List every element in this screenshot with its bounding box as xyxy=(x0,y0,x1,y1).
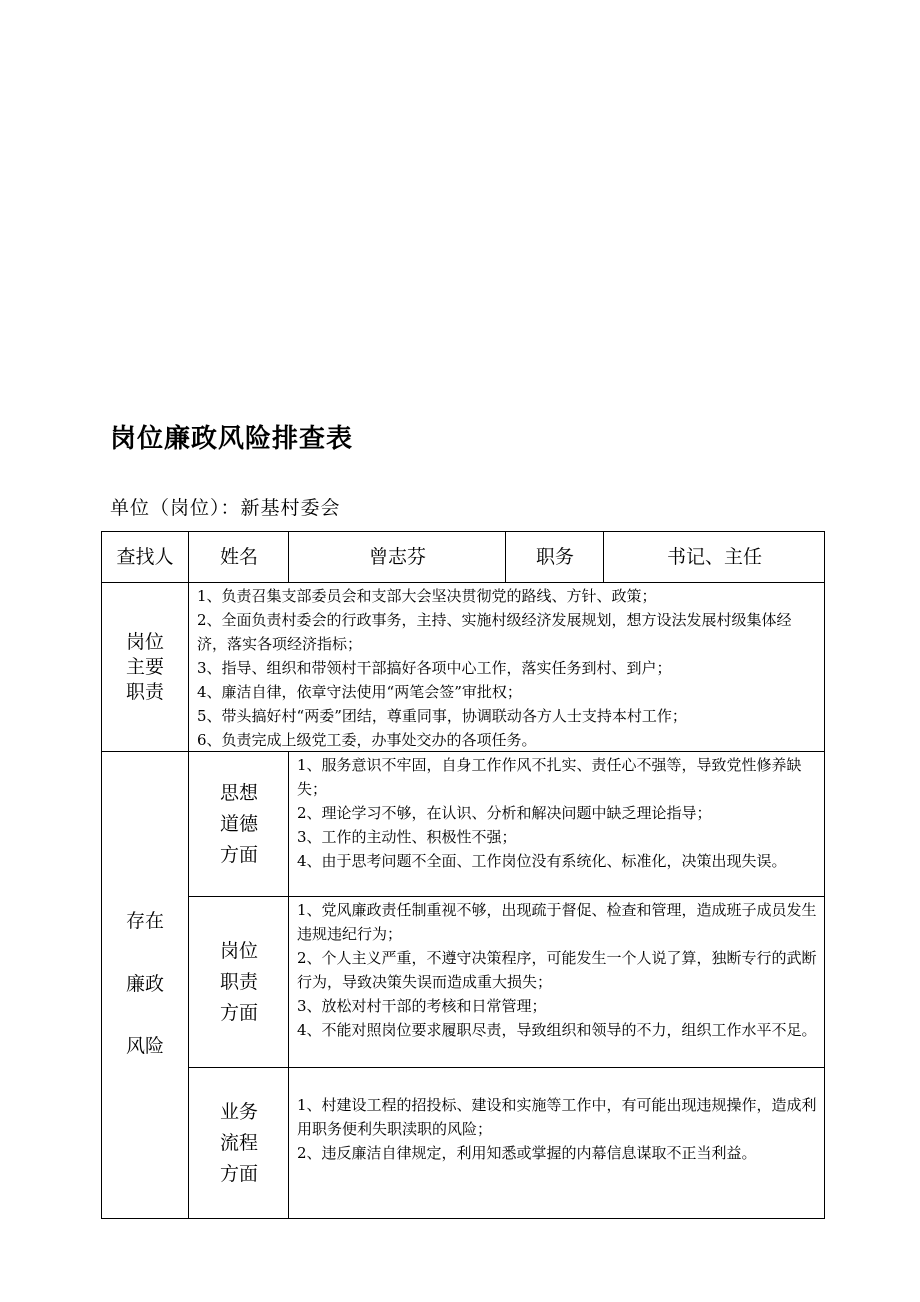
table-border-right xyxy=(824,531,825,1219)
finder-label: 查找人 xyxy=(116,545,174,568)
section-label-line: 方面 xyxy=(219,843,258,866)
risk-item: 3、工作的主动性、积极性不强； xyxy=(297,828,517,846)
duties-label-line: 主要 xyxy=(125,655,164,678)
risk-item: 1、党风廉政责任制重视不够，出现疏于督促、检查和管理，造成班子成员发生违规违纪行为； xyxy=(297,901,817,943)
duties-label xyxy=(101,583,189,751)
position-value: 书记、主任 xyxy=(666,545,762,568)
section-label-line: 思想 xyxy=(219,781,258,804)
duties-list xyxy=(197,584,821,752)
duty-item: 1、负责召集支部委员会和支部大会坚决贯彻党的路线、方针、政策； xyxy=(197,587,657,605)
section-label-line: 方面 xyxy=(219,1001,258,1024)
risk-table xyxy=(101,531,825,1219)
section-label-line: 方面 xyxy=(219,1162,258,1185)
name-label: 姓名 xyxy=(219,545,258,568)
duties-label-line: 职责 xyxy=(125,680,164,703)
section-items-process xyxy=(297,1093,821,1165)
section-label-process xyxy=(189,1068,289,1218)
risk-item: 4、由于思考问题不全面、工作岗位没有系统化、标准化，决策出现失误。 xyxy=(297,852,787,870)
section-label-line: 业务 xyxy=(219,1100,258,1123)
section-label-duty xyxy=(189,897,289,1067)
risk-item: 1、村建设工程的招投标、建设和实施等工作中，有可能出现违规操作，造成利用职务便利失职渎职的风险； xyxy=(297,1096,817,1138)
name-value: 曾志芬 xyxy=(368,545,426,568)
duties-label-line: 岗位 xyxy=(125,630,164,653)
section-label-ideology xyxy=(189,752,289,896)
table-border-bottom xyxy=(101,1218,825,1219)
section-label-line: 道德 xyxy=(219,812,258,835)
risk-item: 2、违反廉洁自律规定，利用知悉或掌握的内幕信息谋取不正当利益。 xyxy=(297,1144,757,1162)
risk-item: 4、不能对照岗位要求履职尽责，导致组织和领导的不力，组织工作水平不足。 xyxy=(297,1021,817,1039)
section-items-ideology xyxy=(297,753,821,873)
duty-item: 6、负责完成上级党工委，办事处交办的各项任务。 xyxy=(197,731,537,749)
risks-label-line: 廉政 xyxy=(125,972,164,995)
risk-item: 2、理论学习不够，在认识、分析和解决问题中缺乏理论指导； xyxy=(297,804,712,822)
section-items-duty xyxy=(297,898,821,1042)
position-label: 职务 xyxy=(535,545,574,568)
unit-line: 单位（岗位）：新基村委会 xyxy=(110,497,341,519)
risk-item: 3、放松对村干部的考核和日常管理； xyxy=(297,997,547,1015)
section-label-line: 岗位 xyxy=(219,939,258,962)
risks-label-line: 风险 xyxy=(125,1035,164,1057)
risk-item: 2、个人主义严重，不遵守决策程序，可能发生一个人说了算，独断专行的武断行为，导致决策失误而造成重大损失； xyxy=(297,949,817,991)
page-title: 岗位廉政风险排查表 xyxy=(110,424,354,454)
duty-item: 4、廉洁自律，依章守法使用“两笔会签”审批权； xyxy=(197,683,522,701)
duty-item: 5、带头搞好村“两委”团结，尊重同事，协调联动各方人士支持本村工作； xyxy=(197,707,687,725)
duty-item: 3、指导、组织和带领村干部搞好各项中心工作，落实任务到村、到户； xyxy=(197,659,672,677)
risk-item: 1、服务意识不牢固，自身工作作风不扎实、责任心不强等，导致党性修养缺失； xyxy=(297,756,802,798)
section-label-line: 流程 xyxy=(219,1131,258,1154)
risks-label-line: 存在 xyxy=(125,910,164,932)
duty-item: 2、全面负责村委会的行政事务，主持、实施村级经济发展规划，想方设法发展村级集体经济，落实各项经济指标； xyxy=(197,611,792,653)
section-label-line: 职责 xyxy=(219,970,258,993)
risks-label xyxy=(101,909,189,1059)
